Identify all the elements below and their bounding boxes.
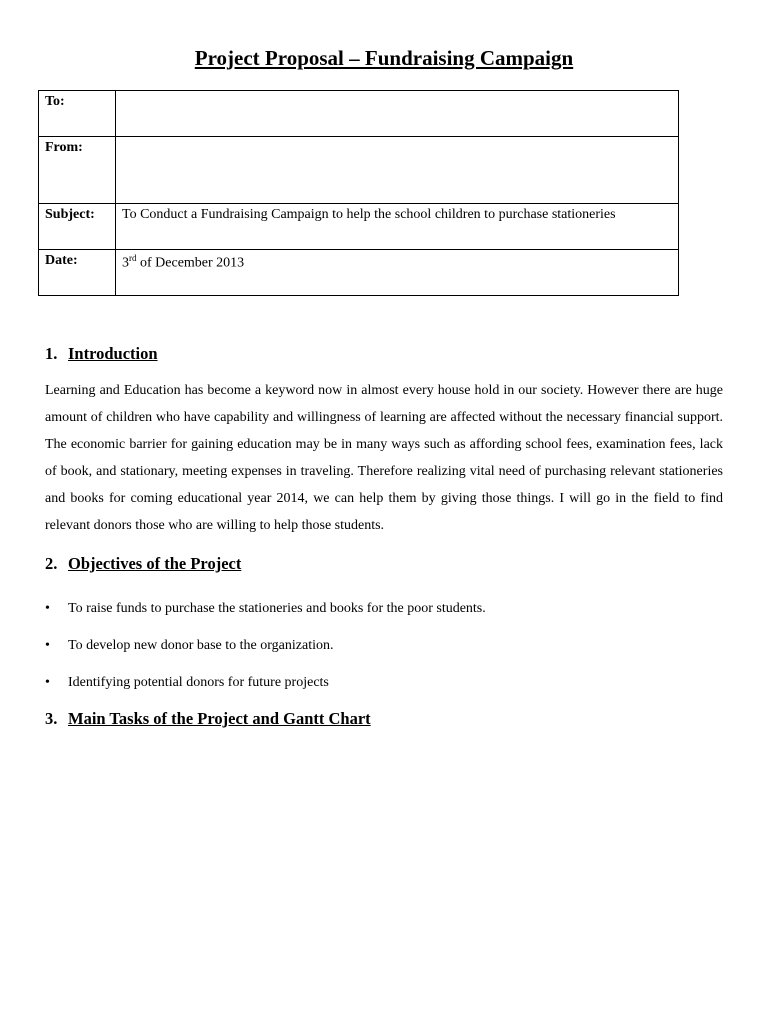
date-month-year: of December 2013 xyxy=(136,255,245,271)
bullet-icon: • xyxy=(45,601,50,616)
document-title: Project Proposal – Fundraising Campaign xyxy=(194,46,574,70)
date-day: 3 xyxy=(122,255,129,271)
memo-row-date xyxy=(39,250,679,296)
date-ordinal-suffix: rd xyxy=(129,253,137,263)
to-value xyxy=(116,91,679,137)
tasks-heading xyxy=(45,709,371,729)
objectives-number: 2. xyxy=(45,554,58,573)
tasks-number: 3. xyxy=(45,709,58,728)
bullet-icon: • xyxy=(45,638,50,653)
objectives-list xyxy=(45,597,723,708)
memo-row-subject xyxy=(39,204,679,250)
subject-label: Subject: xyxy=(39,204,116,250)
date-value xyxy=(116,250,679,296)
subject-value: To Conduct a Fundraising Campaign to help the school children to purchase stationeries xyxy=(116,204,679,250)
memo-header-table xyxy=(38,90,679,296)
memo-row-to xyxy=(39,91,679,137)
memo-row-from xyxy=(39,137,679,204)
objectives-heading xyxy=(45,554,241,574)
date-label: Date: xyxy=(39,250,116,296)
bullet-icon: • xyxy=(45,675,50,690)
from-value xyxy=(116,137,679,204)
introduction-title: Introduction xyxy=(68,344,158,363)
list-item xyxy=(45,597,723,634)
from-label: From: xyxy=(39,137,116,204)
objectives-title: Objectives of the Project xyxy=(68,554,242,573)
objective-text: To develop new donor base to the organization. xyxy=(68,638,334,653)
objective-text: To raise funds to purchase the stationeries and books for the poor students. xyxy=(68,601,486,616)
tasks-title: Main Tasks of the Project and Gantt Chart xyxy=(68,709,371,728)
to-label: To: xyxy=(39,91,116,137)
list-item xyxy=(45,634,723,671)
introduction-number: 1. xyxy=(45,344,58,363)
introduction-heading xyxy=(45,344,158,364)
introduction-paragraph: Learning and Education has become a keyword now in almost every house hold in our society. However there are huge amount of children who have capability and willingness of learning are affected without the necessary financial support. The economic barrier for gaining education may be in many ways such as affording school fees, examination fees, lack of book, and stationary, meeting expenses in traveling. Therefore realizing vital need of purchasing relevant stationeries and books for coming educational year 2014, we can help them by giving those things. I will go in the field to find relevant donors those who are willing to help those students. xyxy=(45,383,723,533)
list-item xyxy=(45,671,723,708)
objective-text: Identifying potential donors for future projects xyxy=(68,675,329,690)
